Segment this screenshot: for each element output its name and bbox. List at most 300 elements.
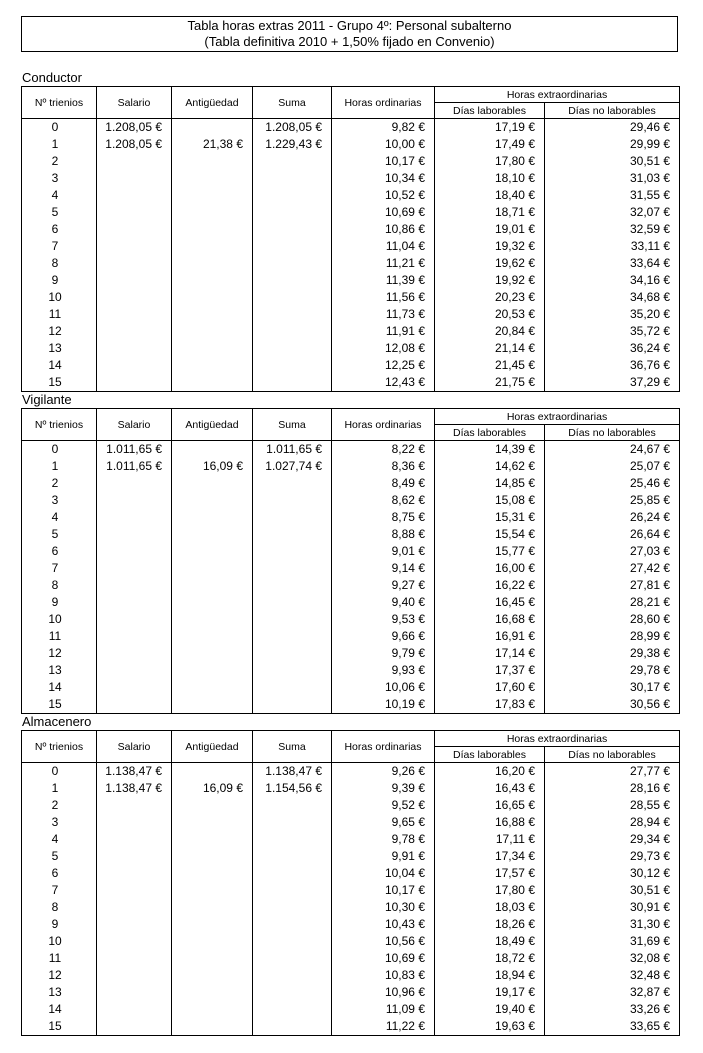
cell-dias-no-laborables: 33,26 € — [545, 1001, 680, 1018]
cell-suma — [253, 340, 332, 357]
cell-dias-laborables: 15,31 € — [435, 509, 545, 526]
table-row — [22, 560, 680, 577]
cell-dias-no-laborables: 28,21 € — [545, 594, 680, 611]
cell-dias-no-laborables: 28,60 € — [545, 611, 680, 628]
cell-horas-ordinarias: 8,75 € — [332, 509, 435, 526]
cell-dias-laborables: 19,17 € — [435, 984, 545, 1001]
cell-salario — [97, 696, 172, 714]
cell-dias-no-laborables: 32,08 € — [545, 950, 680, 967]
cell-antiguedad — [172, 797, 253, 814]
cell-dias-no-laborables: 30,56 € — [545, 696, 680, 714]
cell-suma — [253, 170, 332, 187]
cell-dias-laborables: 16,45 € — [435, 594, 545, 611]
cell-trienios: 11 — [22, 306, 97, 323]
table-row — [22, 1018, 680, 1036]
header-antiguedad: Antigüedad — [172, 409, 253, 441]
cell-dias-no-laborables: 26,24 € — [545, 509, 680, 526]
title-line-1: Tabla horas extras 2011 - Grupo 4º: Personal subalterno — [187, 18, 512, 33]
cell-salario — [97, 526, 172, 543]
cell-antiguedad — [172, 594, 253, 611]
cell-antiguedad — [172, 628, 253, 645]
table-row — [22, 797, 680, 814]
cell-trienios: 1 — [22, 136, 97, 153]
header-salario: Salario — [97, 731, 172, 763]
cell-trienios: 11 — [22, 950, 97, 967]
cell-dias-laborables: 17,49 € — [435, 136, 545, 153]
cell-suma — [253, 238, 332, 255]
table-row — [22, 136, 680, 153]
header-horas-ordinarias: Horas ordinarias — [332, 87, 435, 119]
cell-antiguedad — [172, 763, 253, 781]
cell-salario — [97, 255, 172, 272]
cell-dias-laborables: 17,37 € — [435, 662, 545, 679]
cell-antiguedad — [172, 221, 253, 238]
cell-horas-ordinarias: 8,49 € — [332, 475, 435, 492]
section-conductor — [21, 70, 679, 392]
cell-dias-laborables: 16,68 € — [435, 611, 545, 628]
cell-salario — [97, 340, 172, 357]
cell-trienios: 5 — [22, 526, 97, 543]
cell-salario — [97, 323, 172, 340]
cell-dias-laborables: 15,08 € — [435, 492, 545, 509]
cell-antiguedad — [172, 645, 253, 662]
cell-dias-laborables: 17,19 € — [435, 119, 545, 137]
cell-trienios: 6 — [22, 221, 97, 238]
cell-trienios: 13 — [22, 984, 97, 1001]
cell-dias-no-laborables: 28,94 € — [545, 814, 680, 831]
cell-dias-no-laborables: 29,38 € — [545, 645, 680, 662]
cell-antiguedad — [172, 865, 253, 882]
cell-salario — [97, 543, 172, 560]
cell-dias-no-laborables: 32,59 € — [545, 221, 680, 238]
cell-horas-ordinarias: 12,25 € — [332, 357, 435, 374]
cell-horas-ordinarias: 9,27 € — [332, 577, 435, 594]
cell-salario — [97, 357, 172, 374]
cell-salario — [97, 984, 172, 1001]
cell-horas-ordinarias: 9,78 € — [332, 831, 435, 848]
cell-antiguedad — [172, 526, 253, 543]
cell-dias-laborables: 14,62 € — [435, 458, 545, 475]
cell-dias-laborables: 17,14 € — [435, 645, 545, 662]
cell-trienios: 5 — [22, 204, 97, 221]
table-row — [22, 458, 680, 475]
cell-horas-ordinarias: 9,01 € — [332, 543, 435, 560]
cell-antiguedad — [172, 814, 253, 831]
cell-suma — [253, 323, 332, 340]
header-dias-laborables: Días laborables — [435, 747, 545, 763]
cell-trienios: 9 — [22, 272, 97, 289]
cell-salario — [97, 221, 172, 238]
cell-salario: 1.011,65 € — [97, 441, 172, 459]
header-horas-ordinarias: Horas ordinarias — [332, 731, 435, 763]
cell-dias-no-laborables: 24,67 € — [545, 441, 680, 459]
cell-dias-no-laborables: 27,77 € — [545, 763, 680, 781]
table-row — [22, 814, 680, 831]
cell-dias-laborables: 19,92 € — [435, 272, 545, 289]
cell-trienios: 9 — [22, 594, 97, 611]
cell-salario — [97, 1001, 172, 1018]
cell-salario — [97, 814, 172, 831]
cell-suma — [253, 357, 332, 374]
cell-antiguedad — [172, 1018, 253, 1036]
header-trienios: Nº trienios — [22, 409, 97, 441]
table-row — [22, 950, 680, 967]
table-row — [22, 865, 680, 882]
cell-horas-ordinarias: 8,88 € — [332, 526, 435, 543]
cell-antiguedad: 16,09 € — [172, 780, 253, 797]
cell-trienios: 10 — [22, 289, 97, 306]
cell-suma — [253, 272, 332, 289]
table-row — [22, 357, 680, 374]
section-label: Conductor — [22, 70, 82, 85]
cell-suma — [253, 1018, 332, 1036]
cell-suma — [253, 984, 332, 1001]
cell-dias-no-laborables: 31,03 € — [545, 170, 680, 187]
table-row — [22, 238, 680, 255]
cell-antiguedad — [172, 696, 253, 714]
cell-trienios: 7 — [22, 560, 97, 577]
cell-dias-no-laborables: 28,16 € — [545, 780, 680, 797]
cell-suma — [253, 204, 332, 221]
cell-salario — [97, 848, 172, 865]
cell-trienios: 9 — [22, 916, 97, 933]
cell-dias-no-laborables: 31,55 € — [545, 187, 680, 204]
cell-horas-ordinarias: 10,04 € — [332, 865, 435, 882]
table-row — [22, 153, 680, 170]
cell-dias-no-laborables: 26,64 € — [545, 526, 680, 543]
cell-salario — [97, 628, 172, 645]
cell-antiguedad — [172, 1001, 253, 1018]
cell-salario — [97, 1018, 172, 1036]
cell-dias-no-laborables: 27,42 € — [545, 560, 680, 577]
header-dias-no-laborables: Días no laborables — [545, 103, 680, 119]
table-row — [22, 441, 680, 459]
cell-suma — [253, 560, 332, 577]
cell-salario: 1.011,65 € — [97, 458, 172, 475]
cell-horas-ordinarias: 10,06 € — [332, 679, 435, 696]
cell-suma — [253, 611, 332, 628]
cell-suma — [253, 933, 332, 950]
cell-dias-no-laborables: 36,76 € — [545, 357, 680, 374]
cell-dias-laborables: 16,20 € — [435, 763, 545, 781]
cell-horas-ordinarias: 12,08 € — [332, 340, 435, 357]
cell-trienios: 1 — [22, 780, 97, 797]
cell-antiguedad — [172, 882, 253, 899]
cell-horas-ordinarias: 9,93 € — [332, 662, 435, 679]
cell-dias-no-laborables: 35,20 € — [545, 306, 680, 323]
cell-salario — [97, 594, 172, 611]
cell-dias-no-laborables: 25,46 € — [545, 475, 680, 492]
title-line-2: (Tabla definitiva 2010 + 1,50% fijado en Convenio) — [204, 34, 495, 49]
cell-suma — [253, 916, 332, 933]
table-row — [22, 272, 680, 289]
cell-trienios: 13 — [22, 340, 97, 357]
cell-antiguedad — [172, 119, 253, 137]
cell-trienios: 14 — [22, 679, 97, 696]
cell-dias-laborables: 14,85 € — [435, 475, 545, 492]
cell-dias-laborables: 18,10 € — [435, 170, 545, 187]
cell-dias-no-laborables: 35,72 € — [545, 323, 680, 340]
cell-horas-ordinarias: 9,52 € — [332, 797, 435, 814]
table-row — [22, 509, 680, 526]
cell-dias-no-laborables: 32,48 € — [545, 967, 680, 984]
cell-horas-ordinarias: 10,17 € — [332, 153, 435, 170]
header-suma: Suma — [253, 731, 332, 763]
cell-salario — [97, 306, 172, 323]
cell-salario — [97, 560, 172, 577]
cell-trienios: 10 — [22, 611, 97, 628]
cell-dias-no-laborables: 28,55 € — [545, 797, 680, 814]
cell-dias-no-laborables: 30,51 € — [545, 153, 680, 170]
cell-horas-ordinarias: 11,91 € — [332, 323, 435, 340]
header-dias-no-laborables: Días no laborables — [545, 747, 680, 763]
cell-horas-ordinarias: 10,69 € — [332, 204, 435, 221]
cell-suma — [253, 696, 332, 714]
cell-dias-laborables: 16,65 € — [435, 797, 545, 814]
cell-dias-laborables: 16,88 € — [435, 814, 545, 831]
header-horas-extraordinarias: Horas extraordinarias — [435, 87, 680, 103]
cell-dias-laborables: 19,01 € — [435, 221, 545, 238]
cell-suma — [253, 865, 332, 882]
table-body — [22, 441, 680, 714]
cell-horas-ordinarias: 10,86 € — [332, 221, 435, 238]
cell-suma — [253, 492, 332, 509]
cell-antiguedad — [172, 560, 253, 577]
cell-antiguedad — [172, 933, 253, 950]
table-row — [22, 679, 680, 696]
cell-trienios: 4 — [22, 187, 97, 204]
cell-trienios: 7 — [22, 238, 97, 255]
cell-dias-laborables: 21,14 € — [435, 340, 545, 357]
cell-trienios: 14 — [22, 1001, 97, 1018]
cell-antiguedad — [172, 916, 253, 933]
cell-trienios: 0 — [22, 441, 97, 459]
cell-antiguedad — [172, 950, 253, 967]
cell-suma — [253, 509, 332, 526]
cell-salario — [97, 170, 172, 187]
table-row — [22, 967, 680, 984]
cell-salario — [97, 797, 172, 814]
header-suma: Suma — [253, 87, 332, 119]
cell-dias-laborables: 17,83 € — [435, 696, 545, 714]
cell-dias-no-laborables: 25,85 € — [545, 492, 680, 509]
table-row — [22, 340, 680, 357]
table-row — [22, 984, 680, 1001]
cell-salario — [97, 831, 172, 848]
table-row — [22, 306, 680, 323]
cell-suma: 1.208,05 € — [253, 119, 332, 137]
cell-antiguedad — [172, 340, 253, 357]
cell-suma — [253, 594, 332, 611]
cell-salario — [97, 509, 172, 526]
table-row — [22, 170, 680, 187]
cell-dias-laborables: 17,11 € — [435, 831, 545, 848]
table-row — [22, 119, 680, 137]
cell-trienios: 6 — [22, 543, 97, 560]
cell-trienios: 2 — [22, 797, 97, 814]
header-antiguedad: Antigüedad — [172, 731, 253, 763]
cell-dias-laborables: 18,40 € — [435, 187, 545, 204]
cell-antiguedad — [172, 289, 253, 306]
cell-suma: 1.138,47 € — [253, 763, 332, 781]
table-row — [22, 645, 680, 662]
cell-antiguedad — [172, 848, 253, 865]
overtime-table — [21, 86, 680, 392]
cell-horas-ordinarias: 8,62 € — [332, 492, 435, 509]
cell-dias-no-laborables: 34,68 € — [545, 289, 680, 306]
cell-trienios: 1 — [22, 458, 97, 475]
cell-suma — [253, 475, 332, 492]
cell-salario — [97, 475, 172, 492]
cell-salario — [97, 204, 172, 221]
table-row — [22, 899, 680, 916]
table-row — [22, 221, 680, 238]
cell-horas-ordinarias: 10,17 € — [332, 882, 435, 899]
cell-horas-ordinarias: 10,83 € — [332, 967, 435, 984]
cell-dias-laborables: 17,80 € — [435, 882, 545, 899]
section-almacenero — [21, 714, 679, 1036]
header-dias-no-laborables: Días no laborables — [545, 425, 680, 441]
cell-salario — [97, 916, 172, 933]
table-row — [22, 933, 680, 950]
cell-horas-ordinarias: 10,30 € — [332, 899, 435, 916]
cell-antiguedad — [172, 255, 253, 272]
cell-salario — [97, 950, 172, 967]
cell-trienios: 0 — [22, 763, 97, 781]
cell-horas-ordinarias: 9,65 € — [332, 814, 435, 831]
cell-suma — [253, 797, 332, 814]
cell-horas-ordinarias: 11,22 € — [332, 1018, 435, 1036]
section-label: Vigilante — [22, 392, 72, 407]
cell-horas-ordinarias: 9,53 € — [332, 611, 435, 628]
overtime-table — [21, 408, 680, 714]
table-row — [22, 662, 680, 679]
cell-dias-laborables: 20,53 € — [435, 306, 545, 323]
cell-trienios: 0 — [22, 119, 97, 137]
table-row — [22, 204, 680, 221]
cell-dias-no-laborables: 30,51 € — [545, 882, 680, 899]
cell-dias-no-laborables: 33,65 € — [545, 1018, 680, 1036]
section-label: Almacenero — [22, 714, 92, 729]
cell-trienios: 4 — [22, 509, 97, 526]
table-row — [22, 882, 680, 899]
cell-salario — [97, 289, 172, 306]
cell-horas-ordinarias: 11,04 € — [332, 238, 435, 255]
table-row — [22, 323, 680, 340]
cell-dias-laborables: 19,62 € — [435, 255, 545, 272]
table-row — [22, 289, 680, 306]
cell-suma — [253, 306, 332, 323]
cell-antiguedad — [172, 984, 253, 1001]
cell-trienios: 3 — [22, 170, 97, 187]
cell-antiguedad — [172, 323, 253, 340]
cell-horas-ordinarias: 10,43 € — [332, 916, 435, 933]
cell-suma — [253, 628, 332, 645]
cell-suma: 1.229,43 € — [253, 136, 332, 153]
cell-horas-ordinarias: 9,39 € — [332, 780, 435, 797]
cell-trienios: 3 — [22, 814, 97, 831]
cell-dias-laborables: 17,57 € — [435, 865, 545, 882]
cell-horas-ordinarias: 10,34 € — [332, 170, 435, 187]
cell-suma — [253, 1001, 332, 1018]
cell-antiguedad — [172, 374, 253, 392]
cell-salario — [97, 882, 172, 899]
cell-antiguedad — [172, 441, 253, 459]
cell-horas-ordinarias: 10,56 € — [332, 933, 435, 950]
cell-antiguedad — [172, 238, 253, 255]
cell-suma — [253, 899, 332, 916]
cell-antiguedad — [172, 577, 253, 594]
cell-trienios: 11 — [22, 628, 97, 645]
cell-salario — [97, 679, 172, 696]
cell-dias-no-laborables: 30,91 € — [545, 899, 680, 916]
cell-trienios: 12 — [22, 967, 97, 984]
cell-suma — [253, 831, 332, 848]
cell-dias-laborables: 16,00 € — [435, 560, 545, 577]
cell-salario — [97, 933, 172, 950]
cell-suma — [253, 577, 332, 594]
cell-horas-ordinarias: 9,82 € — [332, 119, 435, 137]
cell-dias-no-laborables: 30,12 € — [545, 865, 680, 882]
cell-salario: 1.138,47 € — [97, 780, 172, 797]
cell-salario — [97, 967, 172, 984]
cell-dias-laborables: 17,34 € — [435, 848, 545, 865]
cell-suma — [253, 950, 332, 967]
cell-dias-no-laborables: 30,17 € — [545, 679, 680, 696]
cell-dias-laborables: 21,75 € — [435, 374, 545, 392]
cell-trienios: 2 — [22, 475, 97, 492]
cell-suma — [253, 255, 332, 272]
cell-dias-laborables: 14,39 € — [435, 441, 545, 459]
cell-suma — [253, 221, 332, 238]
table-body — [22, 763, 680, 1036]
cell-horas-ordinarias: 10,69 € — [332, 950, 435, 967]
cell-horas-ordinarias: 11,21 € — [332, 255, 435, 272]
table-row — [22, 374, 680, 392]
cell-suma — [253, 882, 332, 899]
cell-antiguedad — [172, 543, 253, 560]
cell-salario — [97, 865, 172, 882]
cell-antiguedad — [172, 475, 253, 492]
table-row — [22, 780, 680, 797]
cell-antiguedad — [172, 272, 253, 289]
cell-suma — [253, 289, 332, 306]
table-row — [22, 696, 680, 714]
cell-horas-ordinarias: 9,79 € — [332, 645, 435, 662]
cell-dias-laborables: 20,23 € — [435, 289, 545, 306]
cell-dias-no-laborables: 33,11 € — [545, 238, 680, 255]
cell-trienios: 15 — [22, 1018, 97, 1036]
cell-suma — [253, 187, 332, 204]
header-trienios: Nº trienios — [22, 731, 97, 763]
cell-antiguedad — [172, 967, 253, 984]
cell-dias-laborables: 16,43 € — [435, 780, 545, 797]
cell-dias-laborables: 20,84 € — [435, 323, 545, 340]
cell-horas-ordinarias: 8,36 € — [332, 458, 435, 475]
cell-dias-laborables: 17,60 € — [435, 679, 545, 696]
cell-horas-ordinarias: 9,14 € — [332, 560, 435, 577]
cell-suma — [253, 662, 332, 679]
cell-horas-ordinarias: 11,73 € — [332, 306, 435, 323]
cell-horas-ordinarias: 9,26 € — [332, 763, 435, 781]
cell-antiguedad — [172, 153, 253, 170]
cell-dias-laborables: 18,72 € — [435, 950, 545, 967]
cell-trienios: 15 — [22, 696, 97, 714]
cell-suma — [253, 526, 332, 543]
cell-salario: 1.208,05 € — [97, 119, 172, 137]
cell-salario — [97, 153, 172, 170]
cell-salario — [97, 645, 172, 662]
